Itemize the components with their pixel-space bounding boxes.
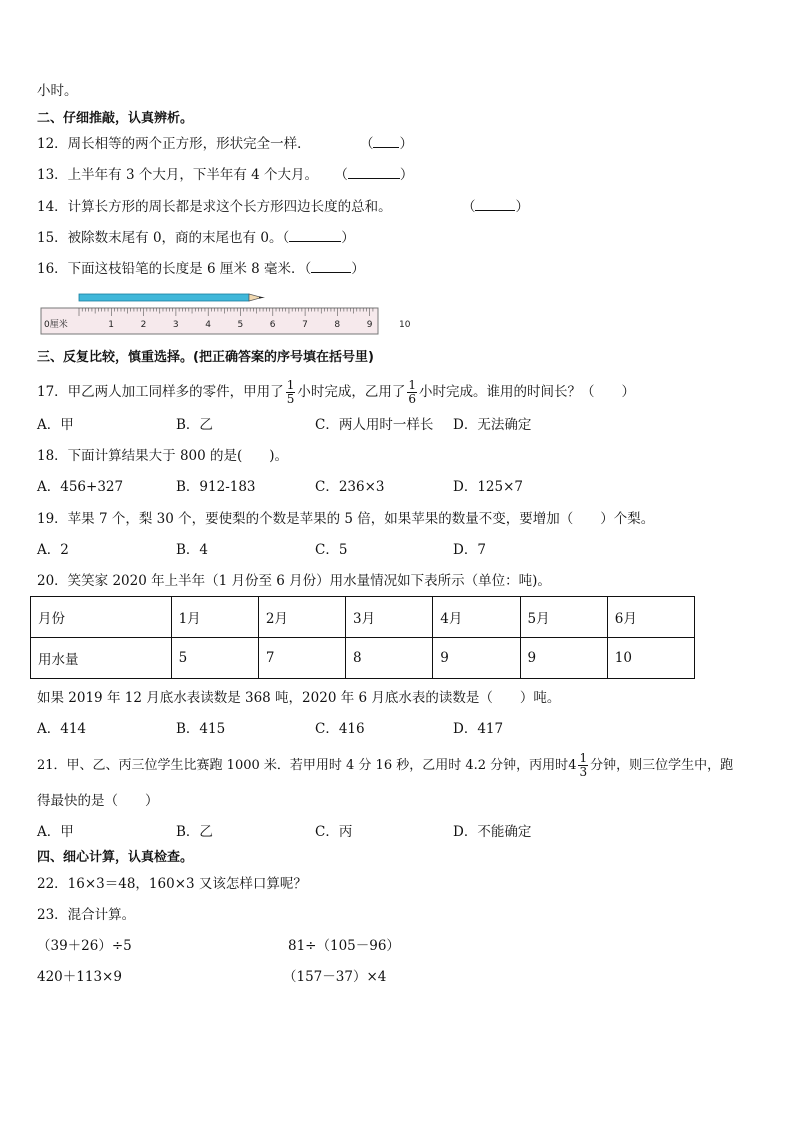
option-c[interactable]: C．两人用时一样长 [315, 417, 434, 433]
open-paren: （ [359, 136, 374, 152]
option-a[interactable]: A．414 [37, 721, 87, 737]
ruler-number: 5 [237, 320, 244, 330]
question-text: 15．被除数末尾有 0，商的末尾也有 0。 [37, 230, 283, 246]
table-cell: 10 [607, 638, 694, 679]
expression-2: 81÷（105－96） [288, 938, 400, 954]
answer-blank[interactable] [348, 166, 400, 179]
question-14 [37, 198, 529, 216]
denominator: 5 [286, 392, 295, 406]
table-cell: 1月 [171, 597, 258, 638]
question-text: 17．甲乙两人加工同样多的零件，甲用了 [37, 384, 284, 400]
option-a[interactable]: A．2 [37, 542, 69, 558]
question-text: 12．周长相等的两个正方形，形状完全一样． [37, 136, 311, 152]
ruler-number: 1 [108, 320, 115, 330]
mixed-number [568, 752, 590, 779]
open-paren: （ [334, 167, 348, 183]
answer-blank[interactable] [475, 198, 515, 211]
option-d[interactable]: D．不能确定 [453, 824, 532, 840]
numerator: 1 [286, 378, 295, 392]
open-paren: （ [461, 199, 476, 215]
question-text: 小时完成，乙用了 [297, 384, 406, 400]
table-cell: 9 [433, 638, 520, 679]
question-21-cont: 得最快的是（ ） [37, 793, 159, 809]
whole-part: 4 [568, 757, 577, 773]
table-cell: 用水量 [31, 638, 172, 679]
option-c[interactable]: C．5 [315, 542, 348, 558]
ruler-number: 6 [269, 320, 276, 330]
numerator: 1 [408, 378, 416, 392]
expression-4: （157－37）×4 [283, 969, 387, 985]
ruler-unit-label: 0厘米 [44, 320, 68, 330]
question-23: 23．混合计算。 [37, 907, 136, 923]
denominator: 6 [408, 392, 416, 406]
expression-1: （39＋26）÷5 [37, 938, 132, 954]
table-row [31, 638, 695, 679]
close-paren: ） [341, 230, 355, 246]
option-d[interactable]: D．417 [453, 721, 504, 737]
expression-3: 420＋113×9 [37, 969, 122, 985]
numerator: 1 [579, 751, 588, 765]
table-cell: 3月 [346, 597, 433, 638]
water-usage-table [30, 596, 695, 679]
table-cell: 8 [346, 638, 433, 679]
table-cell: 6月 [607, 597, 694, 638]
ruler-number: 2 [140, 320, 147, 330]
question-16 [37, 260, 365, 278]
ruler-number: 9 [366, 320, 373, 330]
answer-blank[interactable] [373, 135, 399, 148]
question-22: 22．16×3＝48，160×3 又该怎样口算呢？ [37, 876, 307, 892]
question-15 [37, 229, 355, 247]
option-a[interactable]: A．456+327 [37, 479, 124, 495]
close-paren: ） [399, 136, 413, 152]
option-d[interactable]: D．无法确定 [453, 417, 532, 433]
table-cell: 9 [520, 638, 607, 679]
option-b[interactable]: B．415 [176, 721, 226, 737]
ruler-number: 4 [205, 320, 211, 330]
question-13 [37, 166, 413, 184]
option-d[interactable]: D．125×7 [453, 479, 523, 495]
close-paren: ） [351, 261, 365, 277]
option-a[interactable]: A．甲 [37, 824, 74, 840]
open-paren: （ [282, 230, 290, 246]
option-c[interactable]: C．416 [315, 721, 365, 737]
option-b[interactable]: B．乙 [176, 824, 213, 840]
ruler-figure [40, 291, 411, 335]
option-b[interactable]: B．4 [176, 542, 209, 558]
fraction-one-third [578, 752, 588, 779]
open-paren: （ [304, 261, 312, 277]
close-paren: ） [399, 167, 414, 183]
table-cell: 5月 [520, 597, 607, 638]
table-cell: 5 [171, 638, 258, 679]
table-cell: 2月 [258, 597, 345, 638]
answer-blank[interactable] [289, 229, 341, 242]
fraction-one-sixth [407, 379, 417, 406]
option-c[interactable]: C．236×3 [315, 479, 385, 495]
question-text: 21．甲、乙、丙三位学生比赛跑 1000 米．若甲用时 4 分 16 秒，乙用时 4.2 分钟，丙用时 [37, 758, 569, 773]
question-text: 13．上半年有 3 个大月，下半年有 4 个大月。 [37, 167, 319, 183]
option-c[interactable]: C．丙 [315, 824, 353, 840]
question-20: 20．笑笑家 2020 年上半年（1 月份至 6 月份）用水量情况如下表所示（单位：吨)。 [37, 573, 551, 589]
option-a[interactable]: A．甲 [37, 417, 74, 433]
table-row-header [31, 597, 695, 638]
ruler-number: 8 [334, 320, 341, 330]
section-heading-3: 三、反复比较，慎重选择。(把正确答案的序号填在括号里) [37, 350, 374, 365]
question-text: 14．计算长方形的周长都是求这个长方形四边长度的总和。 [37, 199, 392, 215]
option-d[interactable]: D．7 [453, 542, 486, 558]
section-heading-2: 二、仔细推敲，认真辨析。 [37, 111, 194, 126]
question-20-followup: 如果 2019 年 12 月底水表读数是 368 吨，2020 年 6 月底水表的读数是（ ）吨。 [37, 690, 561, 706]
table-cell: 月份 [31, 597, 172, 638]
section-heading-4: 四、细心计算，认真检查。 [37, 850, 194, 865]
question-12 [37, 135, 413, 153]
table-cell: 7 [258, 638, 345, 679]
pencil-body [79, 294, 249, 301]
continued-text: 小时。 [37, 83, 78, 99]
fraction-one-fifth [286, 379, 296, 406]
question-17 [37, 379, 635, 406]
question-21 [37, 752, 733, 779]
question-text: 16．下面这枝铅笔的长度是 6 厘米 8 毫米． [37, 261, 305, 277]
option-b[interactable]: B．乙 [176, 417, 213, 433]
question-19: 19．苹果 7 个，梨 30 个，要使梨的个数是苹果的 5 倍，如果苹果的数量不变，要增加（ ）个梨。 [37, 511, 655, 527]
pencil-lead [259, 297, 265, 299]
answer-blank[interactable] [311, 260, 351, 273]
table-cell: 4月 [433, 597, 520, 638]
ruler-with-pencil [40, 291, 411, 339]
ruler-number: 7 [302, 320, 308, 330]
question-18: 18．下面计算结果大于 800 的是( )。 [37, 448, 289, 464]
close-paren: ） [515, 199, 529, 215]
ruler-number: 3 [172, 320, 179, 330]
denominator: 3 [579, 765, 588, 779]
ruler-number: 10 [399, 320, 411, 330]
question-text: 分钟，则三位学生中，跑 [590, 758, 734, 773]
option-b[interactable]: B．912-183 [176, 479, 256, 495]
question-text: 小时完成。谁用的时间长？（ ） [418, 384, 635, 400]
